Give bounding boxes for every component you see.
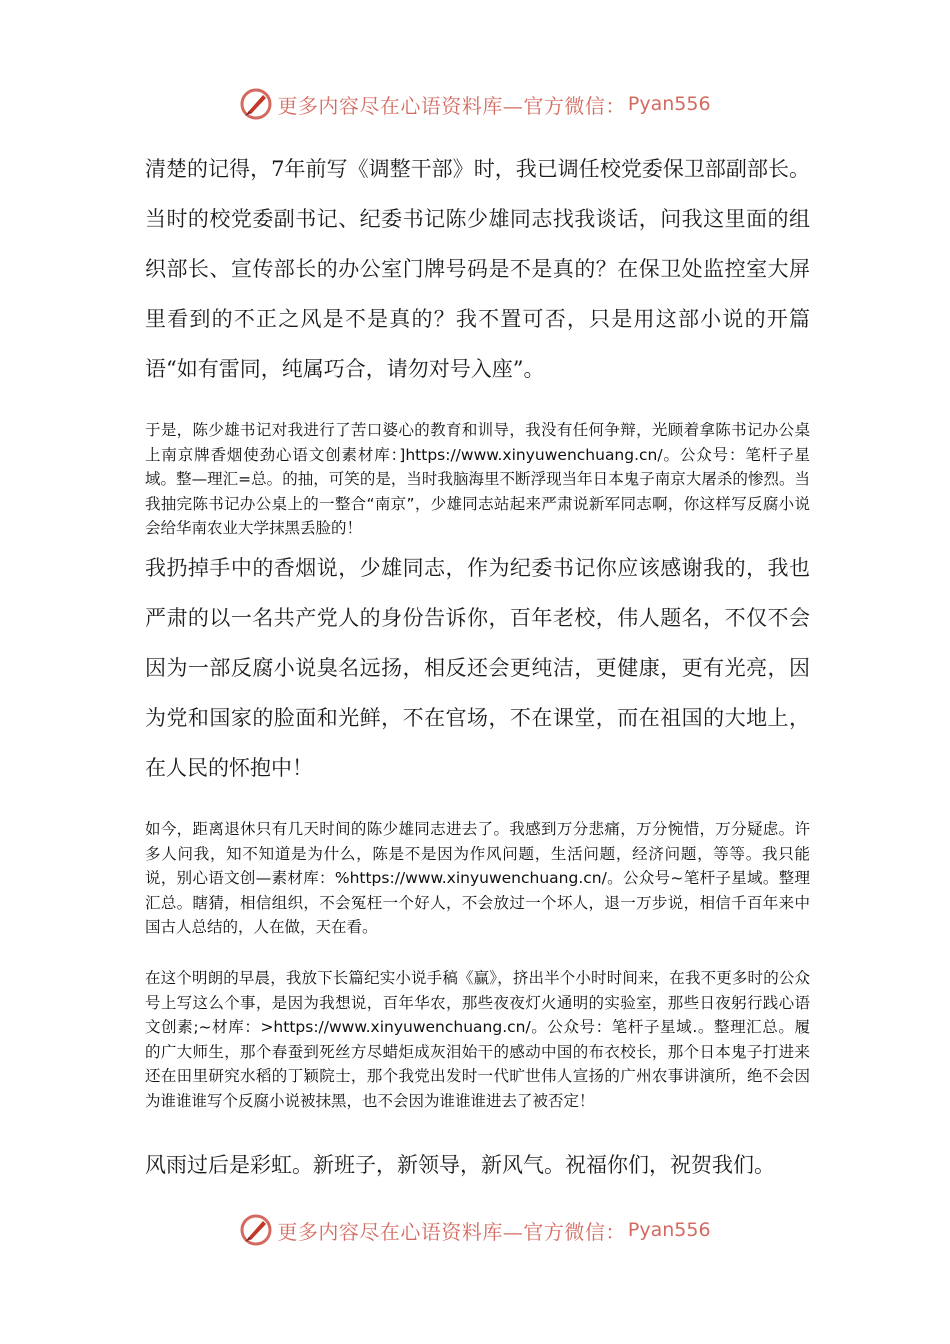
banner-text: 更多内容尽在心语资料库—官方微信： [277, 93, 626, 118]
paragraph-4: 如今，距离退休只有几天时间的陈少雄同志进去了。我感到万分悲痛，万分惋惜，万分疑虑。许多人问我，知不知道是为什么，陈是不是因为作风问题，生活问题，经济问题，等等。我只能说，别心语文创—素材库：%https://www.xinyuwenchuang.cn/。公众号~笔杆子星域。整理汇总。瞎猜，相信组织，不会冤枉一个好人，不会放过一个坏人，退一万步说，相信千百年来中国古人总结的，人在做，天在看。 [145, 820, 810, 936]
paragraph-1: 清楚的记得，7年前写《调整干部》时，我已调任校党委保卫部副部长。当时的校党委副书记、纪委书记陈少雄同志找我谈话，问我这里面的组织部长、宣传部长的办公室门牌号码是不是真的？在保卫处监控室大屏里看到的不正之风是不是真的？我不置可否，只是用这部小说的开篇语“如有雷同，纯属巧合，请勿对号入座”。 [145, 157, 810, 381]
paragraph-6: 风雨过后是彩虹。新班子，新领导，新风气。祝福你们，祝贺我们。 [145, 1153, 775, 1177]
paragraph-5: 在这个明朗的早晨，我放下长篇纪实小说手稿《赢》，挤出半个小时时间来，在我不更多时的公众号上写这么个事，是因为我想说，百年华农，那些夜夜灯火通明的实验室，那些日夜躬行践心语文创素;~材库：>https://www.xinyuwenchuang.cn/。公众号：笔杆子星域.。整理汇总。履的广大师生，那个春蚕到死丝方尽蜡炬成灰泪始干的感动中国的布衣校长，那个日本鬼子打进来还在田里研究水稻的丁颖院士，那个我党出发时一代旷世伟人宣扬的广州农事讲演所，绝不会因为谁谁谁写个反腐小说被抹黑，也不会因为谁谁谁进去了被否定！ [145, 969, 810, 1110]
quill-pen-icon [239, 1213, 273, 1247]
paragraph-3: 我扔掉手中的香烟说，少雄同志，作为纪委书记你应该感谢我的，我也严肃的以一名共产党人的身份告诉你，百年老校，伟人题名，不仅不会因为一部反腐小说臭名远扬，相反还会更纯洁，更健康，更有光亮，因为党和国家的脸面和光鲜，不在官场，不在课堂，而在祖国的大地上，在人民的怀抱中！ [145, 556, 810, 780]
paragraph-2: 于是，陈少雄书记对我进行了苦口婆心的教育和训导，我没有任何争辩，光顾着拿陈书记办公桌上南京牌香烟使劲心语文创素材库：]https://www.xinyuwenchuang.cn/。公众号：笔杆子星域。整—理汇=总。的抽，可笑的是，当时我脑海里不断浮现当年日本鬼子南京大屠杀的惨烈。当我抽完陈书记办公桌上的一整合“南京”，少雄同志站起来严肃说新军同志啊，你这样写反腐小说会给华南农业大学抹黑丢脸的！ [145, 421, 810, 537]
banner-contact: Pyan556 [627, 93, 711, 115]
footer-banner [0, 1210, 950, 1250]
banner-contact: Pyan556 [627, 1219, 711, 1241]
header-banner [0, 84, 950, 124]
quill-pen-icon [239, 87, 273, 121]
banner-text: 更多内容尽在心语资料库—官方微信： [277, 1219, 626, 1244]
